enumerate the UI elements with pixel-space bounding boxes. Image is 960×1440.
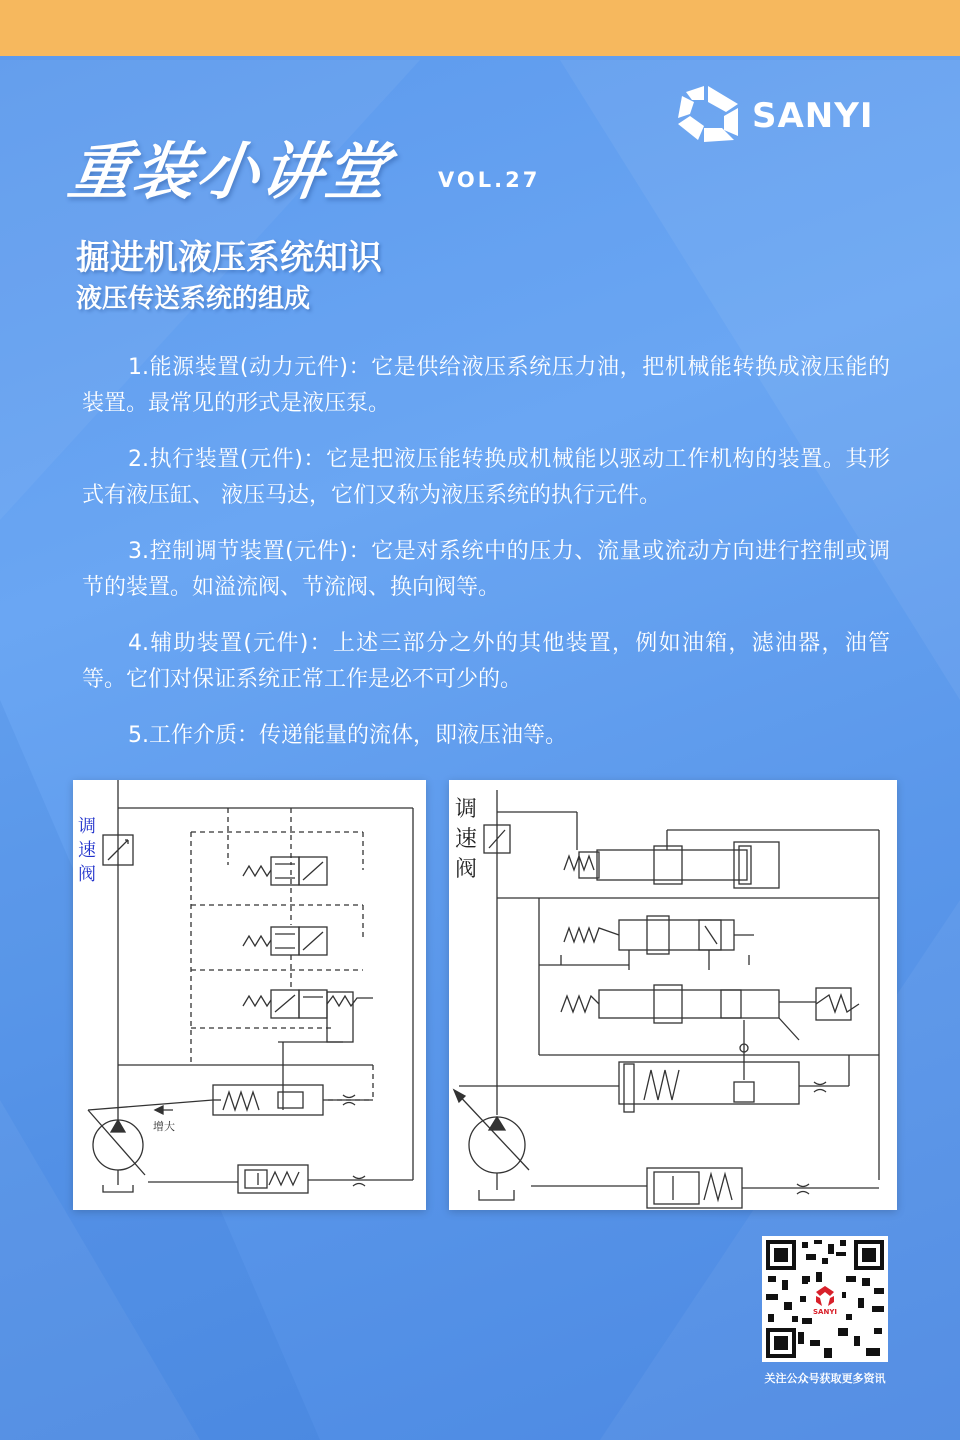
diagram-label-char: 阀 xyxy=(78,864,96,885)
qr-caption: 关注公众号获取更多资讯 xyxy=(764,1372,886,1385)
paragraph: 3.控制调节装置(元件)：它是对系统中的压力、流量或流动方向进行控制或调节的装置。如溢流阀、节流阀、换向阀等。 xyxy=(82,539,890,600)
topic-subtitle: 液压传送系统的组成 xyxy=(76,284,311,314)
qr-code-icon xyxy=(762,1236,888,1362)
diagram-label-char: 调 xyxy=(455,797,478,822)
diagram-label-char: 速 xyxy=(78,840,96,861)
qr-code[interactable] xyxy=(762,1236,888,1362)
diagram-label-char: 调 xyxy=(78,816,96,837)
paragraph: 2.执行装置(元件)：它是把液压能转换成机械能以驱动工作机构的装置。其形式有液压缸、 液压马达，它们又称为液压系统的执行元件。 xyxy=(82,447,890,508)
paragraph: 5.工作介质：传递能量的流体，即液压油等。 xyxy=(128,723,567,748)
diagram-annotation: 增大 xyxy=(153,1120,175,1133)
paragraph: 4.辅助装置(元件)：上述三部分之外的其他装置，例如油箱，滤油器，油管等。它们对保证系统正常工作是必不可少的。 xyxy=(82,631,890,692)
paragraph: 1.能源装置(动力元件)：它是供给液压系统压力油，把机械能转换成液压能的装置。最常见的形式是液压泵。 xyxy=(82,355,890,416)
volume-number: VOL.27 xyxy=(438,168,541,192)
diagram-label-char: 阀 xyxy=(455,857,478,882)
hydraulic-diagram-right xyxy=(449,780,897,1210)
hydraulic-schematic-right xyxy=(449,780,897,1210)
page-title: 重装小讲堂 xyxy=(64,135,395,208)
hydraulic-diagram-left xyxy=(73,780,426,1210)
topic-title: 掘进机液压系统知识 xyxy=(76,238,382,278)
article-body xyxy=(82,350,890,774)
qr-logo-text: SANYI xyxy=(813,1308,837,1316)
top-accent-bar xyxy=(0,0,960,56)
diagram-label-char: 速 xyxy=(455,827,478,852)
hydraulic-schematic-left xyxy=(73,780,426,1210)
brand-name: SANYI xyxy=(752,96,874,136)
